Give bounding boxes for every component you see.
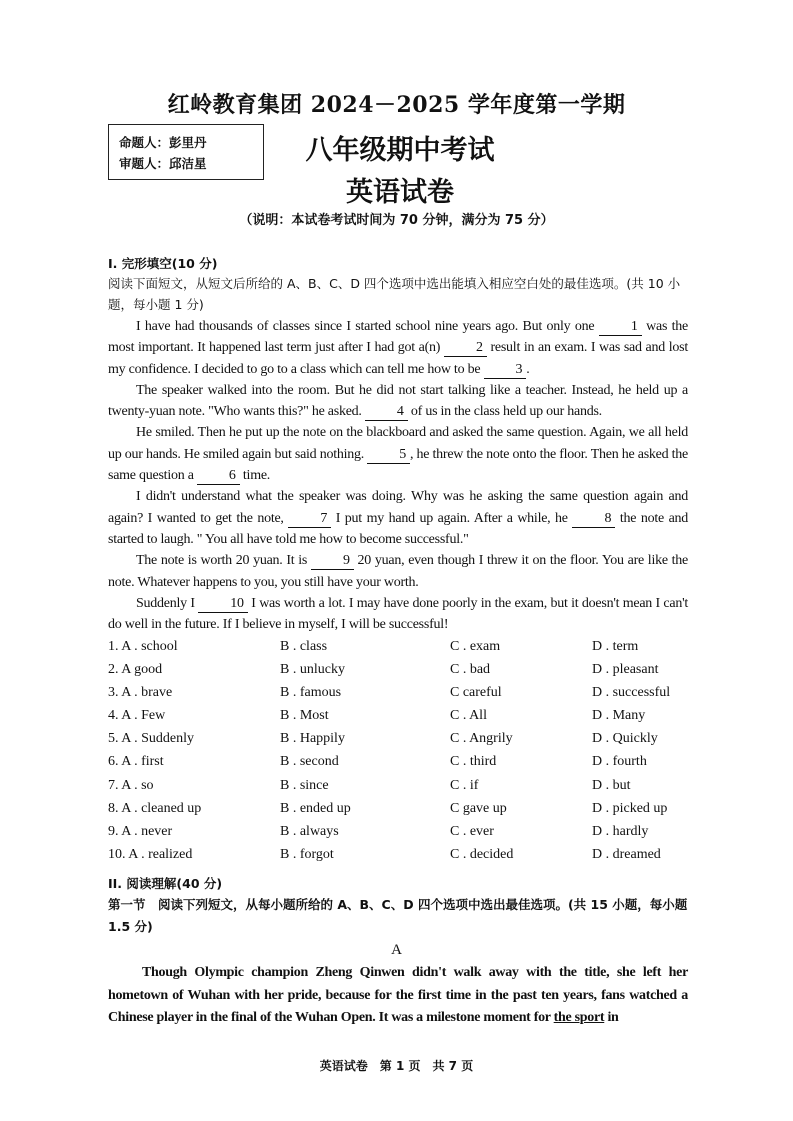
question-row bbox=[108, 824, 708, 847]
option-d: D . fourth bbox=[592, 754, 647, 770]
option-c: C . Angrily bbox=[450, 731, 513, 747]
passage-text: the note and started to laugh. " You all have told me how to become successful." bbox=[108, 510, 689, 547]
passage-text: I put my hand up again. After a while, he bbox=[335, 510, 568, 526]
passage-text: 20 yuan, even though I threw it on the floor. You are like the note. Whatever happens to you, you still have your worth. bbox=[108, 553, 688, 590]
blank: 5 bbox=[367, 447, 410, 464]
option-d: D . hardly bbox=[592, 823, 649, 839]
reading-passage-a bbox=[108, 962, 688, 1030]
cloze-paragraph bbox=[108, 380, 688, 423]
option-d: D . pleasant bbox=[592, 662, 659, 678]
passage-text: I didn't understand what the speaker was doing. Why was he asking the same question again and again? I wanted to get the note, bbox=[108, 489, 688, 526]
option-b: B . unlucky bbox=[280, 662, 345, 678]
passage-text: I was worth a lot. I may have done poorly in the exam, but it doesn't mean I can't do well in the future. If I believe in myself, I will be successful! bbox=[108, 595, 689, 633]
question-row bbox=[108, 662, 708, 685]
option-b: B . always bbox=[280, 823, 339, 839]
passage-text: . bbox=[526, 361, 530, 377]
option-b: B . class bbox=[280, 639, 328, 654]
option-d: D . term bbox=[592, 639, 639, 654]
option-c: C . All bbox=[450, 708, 487, 724]
option-a: 1. A . school bbox=[108, 639, 178, 654]
blank: 10 bbox=[198, 596, 248, 613]
option-a: 4. A . Few bbox=[108, 708, 166, 724]
option-a: 5. A . Suddenly bbox=[108, 731, 194, 747]
question-row bbox=[108, 801, 708, 824]
option-c: C . third bbox=[450, 754, 497, 770]
blank: 4 bbox=[365, 404, 408, 421]
blank: 3 bbox=[484, 362, 527, 379]
cloze-paragraph bbox=[108, 316, 688, 380]
author-box bbox=[108, 124, 264, 180]
option-d: D . Quickly bbox=[592, 731, 658, 747]
question-row bbox=[108, 708, 708, 731]
reading-paragraph bbox=[108, 962, 688, 1030]
cloze-paragraph bbox=[108, 550, 688, 593]
passage-text: was the most important. It happened last term just after I had got a(n) bbox=[108, 319, 689, 356]
option-a: 7. A . so bbox=[108, 777, 154, 793]
option-a: 9. A . never bbox=[108, 823, 173, 839]
option-d: D . Many bbox=[592, 708, 646, 724]
passage-text: , he threw the note onto the floor. Then he asked the same question a bbox=[108, 446, 688, 484]
option-a: 6. A . first bbox=[108, 754, 164, 770]
option-a: 3. A . brave bbox=[108, 685, 173, 701]
passage-text: The speaker walked into the room. But he did not start talking like a teacher. Instead, he held up a twenty-yuan note. "Who wants this?" he asked. bbox=[108, 382, 688, 420]
option-d: D . dreamed bbox=[592, 846, 661, 862]
option-d: D . but bbox=[592, 777, 631, 793]
option-d: D . successful bbox=[592, 685, 671, 701]
section2-heading: II. 阅读理解(40 分) bbox=[108, 876, 223, 891]
section2-instructions: 第一节 阅读下列短文，从每小题所给的 A、B、C、D 四个选项中选出最佳选项。(共 15 小题，每小题 1.5 分) bbox=[108, 897, 688, 934]
subject-title: 英语试卷 bbox=[346, 177, 454, 208]
option-b: B . ended up bbox=[280, 800, 351, 816]
option-c: C careful bbox=[450, 685, 502, 701]
option-c: C . decided bbox=[450, 846, 514, 862]
passage-text: in bbox=[607, 1010, 619, 1025]
option-b: B . second bbox=[280, 754, 339, 770]
question-row bbox=[108, 639, 708, 662]
option-d: D . picked up bbox=[592, 800, 668, 816]
passage-text: time. bbox=[242, 468, 271, 484]
question-row bbox=[108, 778, 708, 801]
section1-instructions: 阅读下面短文，从短文后所给的 A、B、C、D 四个选项中选出能填入相应空白处的最佳选项。(共 10 小题，每小题 1 分) bbox=[108, 276, 681, 312]
question-row bbox=[108, 685, 708, 708]
option-c: C gave up bbox=[450, 800, 507, 816]
passage-letter: A bbox=[391, 942, 402, 958]
cloze-paragraph bbox=[108, 486, 688, 550]
option-b: B . Happily bbox=[280, 731, 345, 747]
section1-heading: I. 完形填空(10 分) bbox=[108, 256, 218, 271]
question-row bbox=[108, 731, 708, 754]
blank: 9 bbox=[311, 553, 354, 570]
option-c: C . if bbox=[450, 777, 479, 793]
exam-title: 八年级期中考试 bbox=[305, 135, 495, 166]
cloze-paragraph bbox=[108, 422, 688, 486]
question-row bbox=[108, 754, 708, 777]
passage-text: The note is worth 20 yuan. It is bbox=[136, 553, 308, 569]
question-row bbox=[108, 847, 708, 870]
page-footer: 英语试卷 第 1 页 共 7 页 bbox=[319, 1059, 474, 1073]
author-line: 命题人：彭里丹 bbox=[119, 135, 207, 150]
option-b: B . famous bbox=[280, 685, 342, 701]
school-year-title: 红岭教育集团 2024－2025 学年度第一学期 bbox=[167, 92, 626, 118]
blank: 7 bbox=[288, 511, 331, 528]
reviewer-line: 审题人：邱洁星 bbox=[119, 156, 207, 171]
passage-text: Though Olympic champion Zheng Qinwen didn't walk away with the title, she left her hometown of Wuhan with her pride, because for the first time in the past ten years, fans watched a Chinese player in the final of the Wuhan Open. It was a milestone moment for bbox=[108, 965, 688, 1025]
passage-text: I have had thousands of classes since I started school nine years ago. But only one bbox=[136, 319, 595, 334]
option-a: 8. A . cleaned up bbox=[108, 800, 202, 816]
passage-text: result in an exam. I was sad and lost my confidence. I decided to go to a class which can tell me how to be bbox=[108, 340, 689, 377]
blank: 8 bbox=[572, 511, 615, 528]
option-c: C . bad bbox=[450, 662, 491, 678]
passage-text: of us in the class held up our hands. bbox=[410, 404, 602, 420]
passage-text: Suddenly I bbox=[136, 595, 195, 611]
blank: 6 bbox=[197, 468, 240, 485]
exam-note: （说明：本试卷考试时间为 70 分钟，满分为 75 分） bbox=[239, 213, 554, 228]
option-a: 2. A good bbox=[108, 662, 163, 678]
option-c: C . ever bbox=[450, 823, 494, 839]
option-b: B . Most bbox=[280, 708, 329, 724]
option-b: B . forgot bbox=[280, 846, 334, 862]
answer-options bbox=[108, 639, 708, 870]
blank: 2 bbox=[444, 340, 487, 357]
cloze-paragraph bbox=[108, 593, 688, 636]
cloze-passage bbox=[108, 316, 688, 635]
option-c: C . exam bbox=[450, 639, 501, 654]
blank: 1 bbox=[599, 319, 642, 336]
underlined-phrase: the sport bbox=[553, 1010, 605, 1025]
option-a: 10. A . realized bbox=[108, 846, 193, 862]
passage-text: He smiled. Then he put up the note on the blackboard and asked the same question. Again, we all held up our hands. He smiled again but said nothing. bbox=[108, 425, 688, 462]
option-b: B . since bbox=[280, 777, 329, 793]
